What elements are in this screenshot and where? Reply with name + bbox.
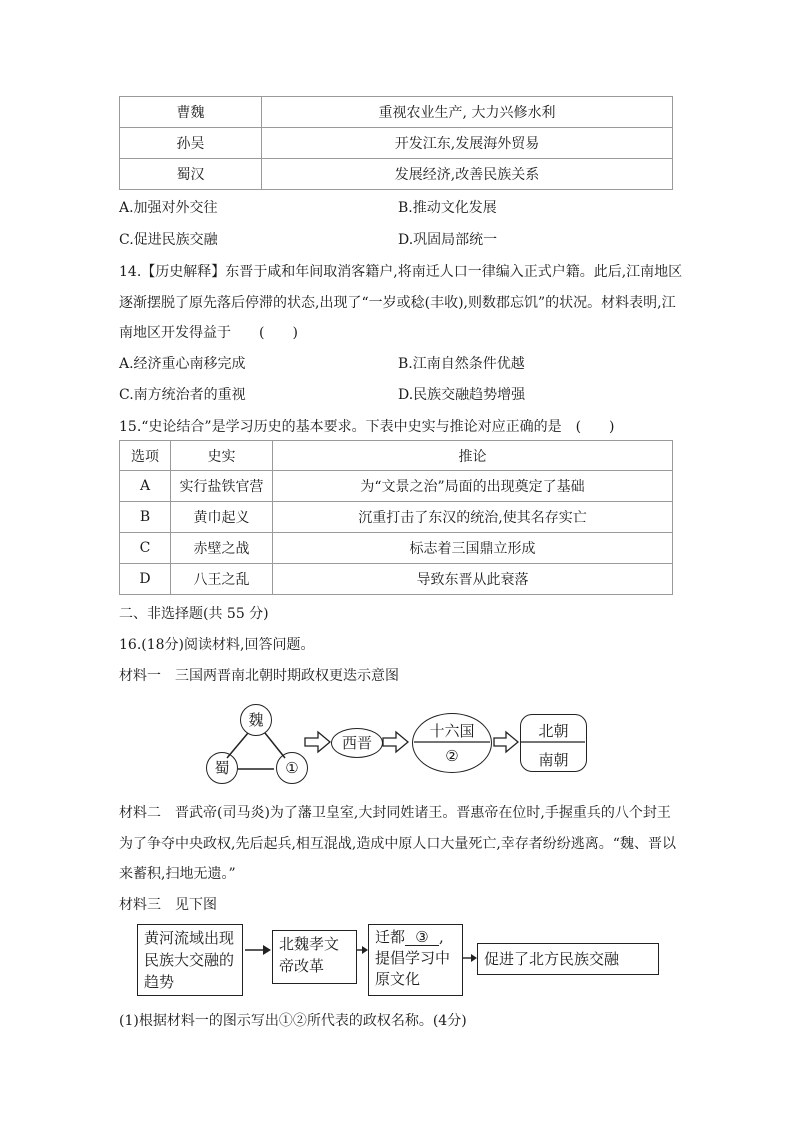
table-cell: D bbox=[120, 564, 171, 595]
q13-option-d: D.巩固局部统一 bbox=[398, 232, 498, 248]
node-south-label: 南朝 bbox=[538, 751, 569, 769]
q14-stem-line3: 南地区开发得益于 ( ) bbox=[119, 325, 298, 341]
table-cell: 黄巾起义 bbox=[171, 502, 273, 533]
table-cell: 八王之乱 bbox=[171, 564, 273, 595]
arrow-icon bbox=[383, 732, 408, 752]
table-cell: 曹魏 bbox=[120, 97, 262, 128]
node-1: ① bbox=[276, 752, 308, 784]
section-heading: 二、非选择题(共 55 分) bbox=[119, 606, 269, 622]
q14-option-c: C.南方统治者的重视 bbox=[119, 387, 246, 403]
q13-option-b: B.推动文化发展 bbox=[398, 200, 497, 216]
table-cell: 标志着三国鼎立形成 bbox=[273, 533, 673, 564]
node-xijin: 西晋 bbox=[331, 728, 383, 758]
arrow-icon bbox=[494, 732, 518, 752]
material1-title: 材料一 三国两晋南北朝时期政权更迭示意图 bbox=[119, 668, 399, 684]
material2-line3: 来蓄积,扫地无遗。” bbox=[119, 866, 236, 882]
table-cell: 蜀汉 bbox=[120, 159, 262, 190]
q15-stem: 15.“史论结合”是学习历史的基本要求。下表中史实与推论对应正确的是 ( ) bbox=[119, 419, 615, 435]
table-cell: A bbox=[120, 471, 171, 502]
flow-box-3-move: 迁都 bbox=[375, 928, 406, 946]
node-wei: 魏 bbox=[240, 704, 272, 736]
material2-line2: 为了争夺中央政权,先后起兵,相互混战,造成中原人口大量死亡,幸存者纷纷逃离。“魏、晋以 bbox=[119, 836, 676, 852]
arrow-icon bbox=[243, 940, 273, 960]
table-header: 推论 bbox=[273, 441, 673, 471]
q15-table bbox=[119, 440, 673, 595]
flow-box-3 bbox=[368, 924, 463, 996]
q14-option-a: A.经济重心南移完成 bbox=[119, 356, 246, 372]
table-cell: B bbox=[120, 502, 171, 533]
table-cell: 导致东晋从此衰落 bbox=[273, 564, 673, 595]
flow-box-1: 黄河流域出现民族大交融的趋势 bbox=[137, 924, 243, 996]
table-cell: 沉重打击了东汉的统治,使其名存实亡 bbox=[273, 502, 673, 533]
q14-option-d: D.民族交融趋势增强 bbox=[398, 387, 526, 403]
node-north-label: 北朝 bbox=[538, 722, 569, 740]
flow-box-2: 北魏孝文帝改革 bbox=[272, 930, 357, 984]
node-2-label: ② bbox=[445, 747, 459, 765]
table-cell: C bbox=[120, 533, 171, 564]
q16-stem: 16.(18分)阅读材料,回答问题。 bbox=[119, 637, 315, 653]
arrow-icon bbox=[305, 732, 330, 752]
q13-option-c: C.促进民族交融 bbox=[119, 232, 218, 248]
node-shu: 蜀 bbox=[206, 752, 238, 784]
table-cell: 为“文景之治”局面的出现奠定了基础 bbox=[273, 471, 673, 502]
q14-option-b: B.江南自然条件优越 bbox=[398, 356, 525, 372]
table-cell: 实行盐铁官营 bbox=[171, 471, 273, 502]
q16-sub1: (1)根据材料一的图示写出①②所代表的政权名称。(4分) bbox=[119, 1013, 467, 1029]
node-sixteen-label: 十六国 bbox=[429, 722, 475, 740]
blank-3: ③ bbox=[405, 929, 439, 946]
node-sixteen-states bbox=[412, 713, 492, 773]
flow-box-3-rest: ,提倡学习中原文化 bbox=[375, 928, 451, 988]
table-header: 选项 bbox=[120, 441, 171, 471]
q13-option-a: A.加强对外交往 bbox=[119, 200, 218, 216]
material3-title: 材料三 见下图 bbox=[119, 897, 217, 913]
q13-table bbox=[119, 96, 673, 190]
table-cell: 发展经济,改善民族关系 bbox=[262, 159, 673, 190]
node-north-south bbox=[520, 714, 587, 772]
flow-box-4: 促进了北方民族交融 bbox=[477, 943, 659, 975]
table-cell: 孙吴 bbox=[120, 128, 262, 159]
q14-stem-line2: 逐渐摆脱了原先落后停滞的状态,出现了“一岁或稔(丰收),则数郡忘饥”的状况。材料表明,江 bbox=[119, 295, 676, 311]
table-cell: 重视农业生产, 大力兴修水利 bbox=[262, 97, 673, 128]
table-header: 史实 bbox=[171, 441, 273, 471]
material2-line1: 材料二 晋武帝(司马炎)为了藩卫皇室,大封同姓诸王。晋惠帝在位时,手握重兵的八个封王 bbox=[119, 805, 671, 821]
table-cell: 开发江东,发展海外贸易 bbox=[262, 128, 673, 159]
table-cell: 赤壁之战 bbox=[171, 533, 273, 564]
q14-stem-line1: 14.【历史解释】东晋于咸和年间取消客籍户,将南迁人口一律编入正式户籍。此后,江南地区 bbox=[119, 264, 683, 280]
